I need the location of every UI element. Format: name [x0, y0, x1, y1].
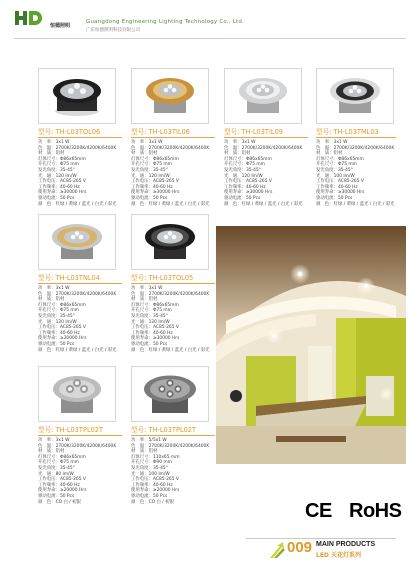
- model-underline: [316, 137, 396, 138]
- product-card: [38, 214, 122, 353]
- spec-line: 使用寿命：≥30000 Hrs: [131, 336, 180, 342]
- spec-line: 材 质：铝材: [38, 449, 65, 455]
- product-image: [131, 366, 209, 422]
- section-subtitle: LED 天花灯系列: [316, 552, 361, 559]
- spec-line: 功 率：3x1 W: [38, 140, 70, 145]
- arrow-logo-icon: [268, 540, 288, 560]
- spec-line: 材 质：铝材: [131, 297, 158, 303]
- model-underline: [38, 283, 122, 284]
- product-card: [38, 366, 122, 505]
- company-name-en: Guangdong Engineering Lighting Technology Co., Ltd.: [86, 19, 244, 25]
- spec-line: 发光角度：35-45°: [38, 465, 75, 471]
- spec-line: 驱动电流：50 Pcs: [131, 341, 168, 347]
- spec-line: 驱动电流：50 Pcs: [38, 195, 75, 201]
- spec-line: 色 温：2700K/3200K/4200K/6400K: [38, 443, 117, 449]
- spec-line: 工作电压：AC85-265 V: [38, 325, 86, 331]
- spec-line: 功 率：5/5x1 W: [131, 438, 167, 443]
- product-image: [131, 214, 209, 270]
- spec-line: 工作电压：AC85-265 V: [38, 179, 86, 185]
- product-specs: [38, 438, 122, 505]
- spec-line: 开孔尺寸：Φ75 mm: [224, 162, 265, 168]
- spec-line: 工作频率：40-60 Hz: [316, 184, 358, 190]
- product-card: [224, 68, 308, 207]
- spec-line: 工作频率：40-60 Hz: [38, 482, 80, 488]
- header-divider: [14, 38, 406, 39]
- product-specs: [131, 140, 215, 207]
- spec-line: 颜 色：红绿 / 黄绿 / 蓝光 / 白光 / 彩光: [224, 201, 303, 207]
- product-specs: [131, 438, 215, 505]
- model-underline: [38, 137, 122, 138]
- spec-line: 色 温：2700K/3200K/4200K/6400K: [38, 291, 117, 297]
- spec-line: 材 质：铝材: [38, 297, 65, 303]
- spec-line: 工作电压：AC85-265 V: [38, 477, 86, 483]
- spec-line: 功 率：3x1 W: [38, 286, 70, 291]
- spec-line: 工作频率：40-60 Hz: [38, 330, 80, 336]
- spec-line: 发光角度：35-45°: [38, 167, 75, 173]
- product-image: [38, 366, 116, 422]
- product-model: 型号: TH-L03TIL09: [224, 128, 283, 136]
- spec-line: 驱动电流：50 Pcs: [131, 195, 168, 201]
- spec-line: 驱动电流：50 Pcs: [131, 493, 168, 499]
- downlight-product-icon: [225, 69, 301, 123]
- spec-line: 材 质：铝材: [316, 151, 343, 157]
- model-underline: [38, 435, 122, 436]
- company-logo-icon: [14, 9, 48, 33]
- spec-line: 开孔尺寸：Φ75 mm: [38, 460, 79, 466]
- spec-line: 光 通：120 lm/W: [38, 319, 77, 325]
- product-specs: [316, 140, 396, 207]
- product-model: 型号: TH-L03TOL06: [38, 128, 101, 136]
- product-specs: [38, 286, 122, 353]
- spec-line: 色 温：2700K/3200K/4200K/6400K: [316, 145, 395, 151]
- downlight-product-icon: [39, 367, 115, 421]
- spec-line: 材 质：铝材: [131, 449, 158, 455]
- spec-line: 发光角度：35-45°: [131, 465, 168, 471]
- product-image: [224, 68, 302, 124]
- spec-line: 工作电压：AC85-265 V: [131, 179, 179, 185]
- spec-line: 灯体尺寸：Φ86x65mm: [131, 156, 179, 162]
- spec-line: 开孔尺寸：Φ75 mm: [38, 162, 79, 168]
- downlight-product-icon: [132, 367, 208, 421]
- product-model: 型号: TH-L03TPL02T: [131, 426, 197, 434]
- product-image: [316, 68, 394, 124]
- spec-line: 功 率：3x1 W: [316, 140, 348, 145]
- spec-line: 发光角度：35-45°: [131, 313, 168, 319]
- spec-line: 使用寿命：≥20000 Hrs: [131, 488, 180, 494]
- spec-line: 灯体尺寸：Φ86x65mm: [38, 302, 86, 308]
- downlight-product-icon: [39, 215, 115, 269]
- spec-line: 光 通：100 lm/W: [131, 471, 170, 477]
- spec-line: 发光角度：35-45°: [316, 167, 353, 173]
- spec-line: 工作频率：40-60 Hz: [131, 482, 173, 488]
- spec-line: 功 率：3x1 W: [38, 438, 70, 443]
- interior-photo: [216, 226, 406, 464]
- spec-line: 驱动电流：50 Pcs: [38, 341, 75, 347]
- spec-line: 工作电压：AC85-265 V: [131, 325, 179, 331]
- product-card: [316, 68, 396, 207]
- product-image: [131, 68, 209, 124]
- spec-line: 材 质：铝材: [224, 151, 251, 157]
- spec-line: 灯体尺寸：Φ86x65mm: [316, 156, 364, 162]
- spec-line: 色 温：2700K/3200K/4200K/6400K: [131, 145, 210, 151]
- downlight-product-icon: [317, 69, 393, 123]
- interior-scene-image: [216, 226, 406, 464]
- product-model: 型号: TH-L03TIL06: [131, 128, 190, 136]
- spec-line: 灯体尺寸：Φ86x65mm: [224, 156, 272, 162]
- model-underline: [131, 283, 215, 284]
- spec-line: 灯体尺寸：Φ86x65mm: [38, 454, 86, 460]
- spec-line: 工作电压：AC85-265 V: [131, 477, 179, 483]
- spec-line: 颜 色：红绿 / 黄绿 / 蓝光 / 白光 / 彩光: [131, 347, 210, 353]
- spec-line: 材 质：铝材: [38, 151, 65, 157]
- spec-line: 工作电压：AC85-265 V: [224, 179, 272, 185]
- spec-line: 发光角度：35-45°: [224, 167, 261, 173]
- spec-line: 色 温：2700K/3200K/4200K/6400K: [131, 443, 210, 449]
- product-model: 型号: TH-L03TOL05: [131, 274, 194, 282]
- rohs-mark-icon: RoHS: [349, 500, 402, 522]
- spec-line: 光 通：120 lm/W: [38, 173, 77, 179]
- product-card: [131, 366, 215, 505]
- spec-line: 功 率：3x1 W: [131, 286, 163, 291]
- spec-line: 使用寿命：≥30000 Hrs: [38, 190, 87, 196]
- footer-divider: [246, 538, 396, 539]
- ce-mark-icon: CE: [305, 500, 332, 522]
- spec-line: 开孔尺寸：Φ75 mm: [131, 308, 172, 314]
- spec-line: 开孔尺寸：Φ75 mm: [316, 162, 357, 168]
- spec-line: 工作频率：40-60 Hz: [131, 184, 173, 190]
- page-header: [14, 9, 406, 39]
- page-number: 009: [287, 539, 313, 556]
- spec-line: 驱动电流：50 Pcs: [38, 493, 75, 499]
- spec-line: 工作频率：40-60 Hz: [38, 184, 80, 190]
- spec-line: 功 率：3x1 W: [224, 140, 256, 145]
- spec-line: 颜 色：红绿 / 黄绿 / 蓝光 / 白光 / 彩光: [316, 201, 395, 207]
- product-model: 型号: TH-L03TNL04: [38, 274, 100, 282]
- product-model: 型号: TH-L03TML03: [316, 128, 379, 136]
- product-image: [38, 68, 116, 124]
- logo-text: 恒德照明: [50, 23, 71, 29]
- spec-line: 使用寿命：≥20000 Hrs: [38, 488, 87, 494]
- spec-line: 光 通：120 lm/W: [131, 319, 170, 325]
- spec-line: 颜 色：CO 白 / 初银: [38, 499, 81, 505]
- product-card: [131, 68, 215, 207]
- spec-line: 颜 色：红绿 / 黄绿 / 蓝光 / 白光 / 彩光: [38, 201, 117, 207]
- downlight-product-icon: [39, 69, 115, 123]
- spec-line: 光 通：120 lm/W: [131, 173, 170, 179]
- spec-line: 颜 色：CO 白 / 初银: [131, 499, 174, 505]
- product-specs: [224, 140, 308, 207]
- spec-line: 色 温：2700K/3200K/4200K/6400K: [224, 145, 303, 151]
- spec-line: 开孔尺寸：Φ90 mm: [131, 460, 172, 466]
- spec-line: 使用寿命：≥30000 Hrs: [131, 190, 180, 196]
- downlight-product-icon: [132, 69, 208, 123]
- spec-line: 灯体尺寸：Φ86x65mm: [38, 156, 86, 162]
- product-image: [38, 214, 116, 270]
- spec-line: 灯体尺寸：Φ86x65mm: [131, 302, 179, 308]
- spec-line: 工作频率：40-60 Hz: [131, 330, 173, 336]
- product-specs: [131, 286, 215, 353]
- product-specs: [38, 140, 122, 207]
- spec-line: 驱动电流：50 Pcs: [224, 195, 261, 201]
- spec-line: 光 通：80 lm/W: [38, 471, 74, 477]
- spec-line: 发光角度：35-45°: [38, 313, 75, 319]
- spec-line: 颜 色：红绿 / 黄绿 / 蓝光 / 白光 / 彩光: [131, 201, 210, 207]
- spec-line: 工作电压：AC85-265 V: [316, 179, 364, 185]
- spec-line: 灯体尺寸：110x65 mm: [131, 454, 180, 460]
- spec-line: 使用寿命：≥30000 Hrs: [224, 190, 273, 196]
- spec-line: 光 通：120 lm/W: [224, 173, 263, 179]
- company-name-cn: 广东恒德照明科技有限公司: [86, 28, 140, 33]
- spec-line: 使用寿命：≥30000 Hrs: [38, 336, 87, 342]
- model-underline: [224, 137, 308, 138]
- spec-line: 开孔尺寸：Φ75 mm: [131, 162, 172, 168]
- downlight-product-icon: [132, 215, 208, 269]
- spec-line: 驱动电流：50 Pcs: [316, 195, 353, 201]
- spec-line: 功 率：3x1 W: [131, 140, 163, 145]
- spec-line: 使用寿命：≥30000 Hrs: [316, 190, 365, 196]
- spec-line: 色 温：2700K/3200K/4200K/6400K: [131, 291, 210, 297]
- spec-line: 材 质：铝材: [131, 151, 158, 157]
- spec-line: 工作频率：40-60 Hz: [224, 184, 266, 190]
- spec-line: 发光角度：35-45°: [131, 167, 168, 173]
- model-underline: [131, 137, 215, 138]
- product-card: [38, 68, 122, 207]
- spec-line: 颜 色：红绿 / 黄绿 / 蓝光 / 白光 / 彩光: [38, 347, 117, 353]
- spec-line: 开孔尺寸：Φ75 mm: [38, 308, 79, 314]
- product-model: 型号: TH-L03TPL02T: [38, 426, 104, 434]
- spec-line: 光 通：100 lm/W: [316, 173, 355, 179]
- product-card: [131, 214, 215, 353]
- spec-line: 色 温：2700K/3200K/4200K/6400K: [38, 145, 117, 151]
- model-underline: [131, 435, 215, 436]
- section-title: MAIN PRODUCTS: [316, 541, 376, 548]
